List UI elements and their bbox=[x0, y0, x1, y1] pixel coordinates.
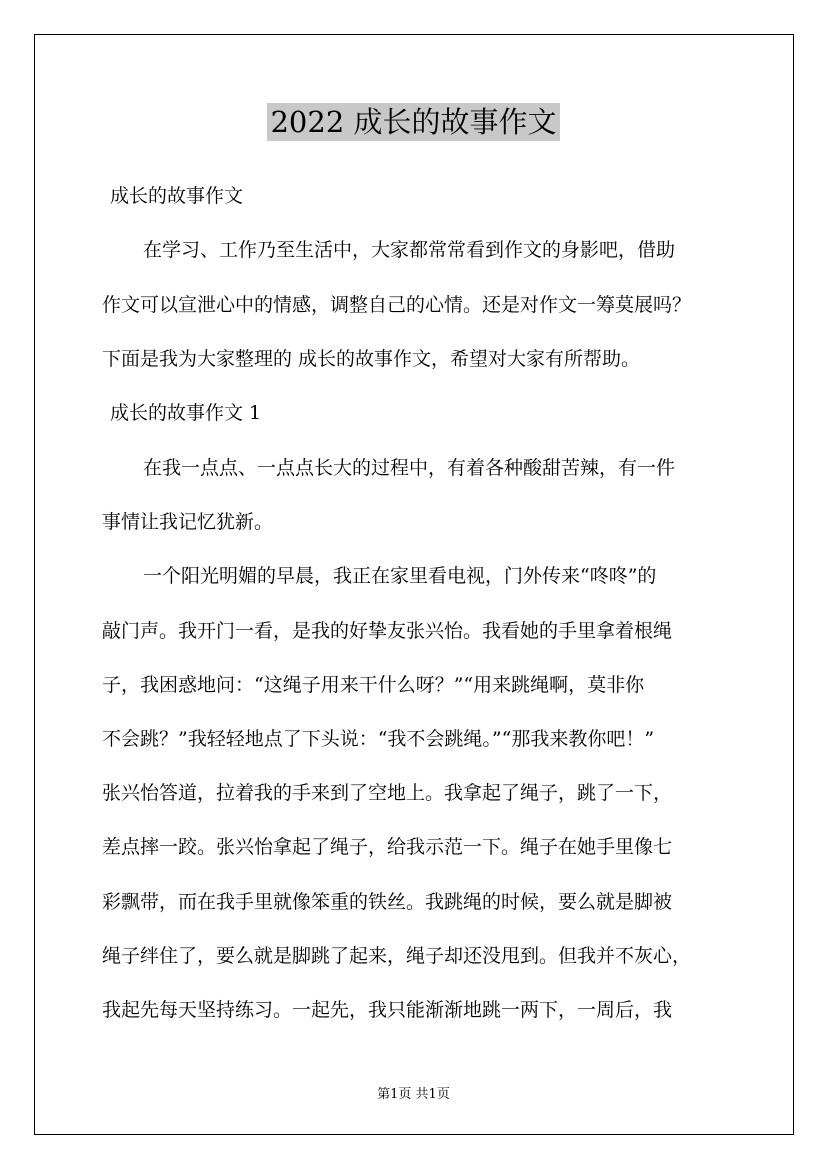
intro-line: 在学习、工作乃至生活中，大家都常常看到作文的身影吧，借助 bbox=[143, 239, 676, 261]
intro-line: 下面是我为大家整理的 成长的故事作文，希望对大家有所帮助。 bbox=[102, 348, 641, 370]
paragraph-line: 一个阳光明媚的早晨，我正在家里看电视，门外传来“咚咚”的 bbox=[143, 565, 657, 587]
paragraph-line: 事情让我记忆犹新。 bbox=[102, 511, 274, 533]
paragraph-line: 我起先每天坚持练习。一起先，我只能渐渐地跳一两下，一周后，我 bbox=[102, 999, 673, 1021]
paragraph-line: 张兴怡答道，拉着我的手来到了空地上。我拿起了绳子，跳了一下， bbox=[102, 782, 673, 804]
paragraph-line: 在我一点点、一点点长大的过程中，有着各种酸甜苦辣，有一件 bbox=[143, 457, 676, 479]
page-number-footer: 第1页 共1页 bbox=[377, 1087, 450, 1102]
paragraph-line: 彩飘带，而在我手里就像笨重的铁丝。我跳绳的时候，要么就是脚被 bbox=[102, 891, 673, 913]
paragraph-line: 子，我困惑地问：“这绳子用来干什么呀？”“用来跳绳啊，莫非你 bbox=[102, 674, 645, 696]
subtitle: 成长的故事作文 bbox=[110, 185, 244, 207]
section-heading: 成长的故事作文 1 bbox=[110, 402, 262, 424]
paragraph-line: 绳子绊住了，要么就是脚跳了起来，绳子却还没甩到。但我并不灰心， bbox=[102, 945, 692, 967]
paragraph-line: 敲门声。我开门一看，是我的好挚友张兴怡。我看她的手里拿着根绳 bbox=[102, 620, 673, 642]
paragraph-line: 差点摔一跤。张兴怡拿起了绳子，给我示范一下。绳子在她手里像七 bbox=[102, 836, 673, 858]
paragraph-line: 不会跳？”我轻轻地点了下头说：“我不会跳绳。”“那我来教你吧！” bbox=[102, 728, 655, 750]
document-title: 2022 成长的故事作文 bbox=[0, 100, 827, 141]
intro-line: 作文可以宣泄心中的情感，调整自己的心情。还是对作文一筹莫展吗？ bbox=[102, 294, 692, 316]
